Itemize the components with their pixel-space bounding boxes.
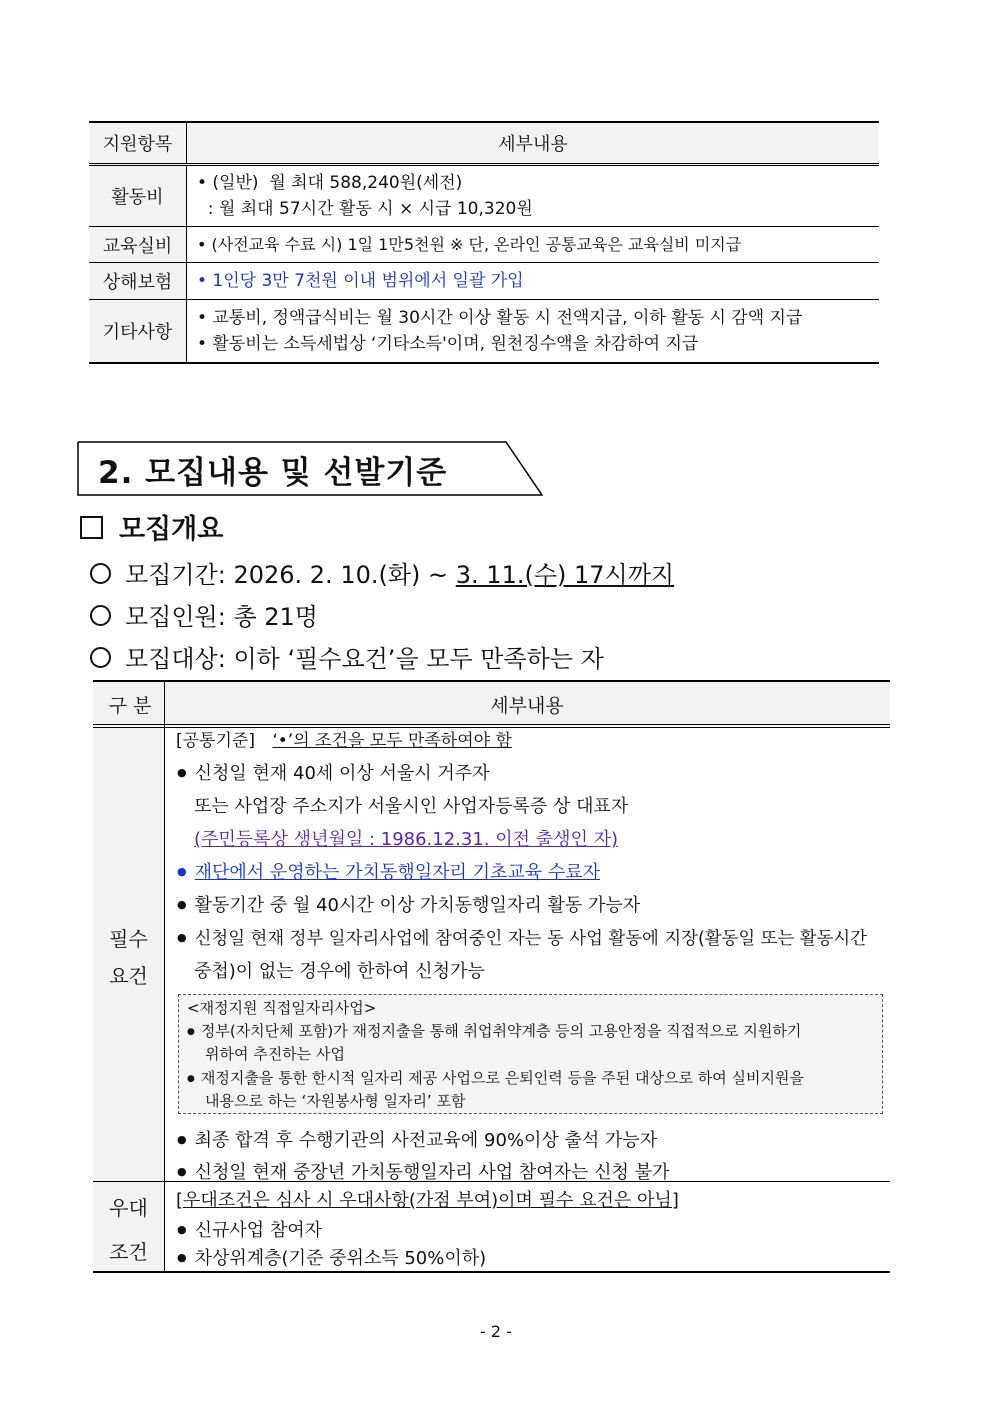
box-item-1-cont: 위하여 추진하는 사업 [205, 1045, 345, 1063]
req-item-4: ● 신청일 현재 정부 일자리사업에 참여중인 자는 동 사업 활동에 지장(활동일 또는 활동시간 [177, 924, 867, 949]
support-row-insurance [89, 263, 879, 300]
preferred-item-1: ● 신규사업 참여자 [177, 1216, 322, 1242]
req-item-2 [177, 858, 600, 884]
box-title: <재정지원 직접일자리사업> [187, 999, 377, 1017]
row-label: 활동비 [89, 165, 187, 227]
common-text: ‘•’의 조건을 모두 만족하여야 함 [272, 731, 512, 751]
req-item-2-text: 재단에서 운영하는 가치동행일자리 기초교육 수료자 [194, 862, 601, 883]
box-item-2-cont: 내용으로 하는 ‘자원봉사형 일자리’ 포함 [205, 1092, 466, 1110]
req-item-4-cont: 중첩)이 없는 경우에 한하여 신청가능 [194, 961, 485, 982]
support-row-other [89, 300, 879, 363]
overview-heading [80, 507, 223, 546]
preferred-label-1: 우대 [109, 1196, 148, 1220]
overview-heading-text: 모집개요 [119, 514, 224, 545]
direct-jobs-box [178, 994, 883, 1114]
row-label: 기타사항 [89, 300, 187, 363]
support-table-header [89, 122, 879, 165]
row-line: • 1인당 3만 7천원 이내 범위에서 일괄 가입 [187, 263, 880, 300]
req-item-3: ● 활동기간 중 월 40시간 이상 가치동행일자리 활동 가능자 [177, 891, 640, 917]
preferred-item-2: ● 차상위계층(기준 중위소득 50%이하) [177, 1244, 486, 1270]
header-item: 지원항목 [89, 122, 187, 165]
section-title: 2. 모집내용 및 선발기준 [98, 455, 448, 491]
overview-period [90, 555, 674, 590]
row-label: 상해보험 [89, 263, 187, 300]
common-prefix: [공통기준] [176, 731, 255, 751]
period-end: 3. 11.(수) 17시까지 [455, 561, 675, 589]
required-label-1: 필수 [109, 927, 148, 951]
circle-bullet-icon [90, 605, 111, 626]
req-item-6: ● 신청일 현재 중장년 가치동행일자리 사업 참여자는 신청 불가 [177, 1158, 669, 1184]
req-item-5: ● 최종 합격 후 수행기관의 사전교육에 90%이상 출석 가능자 [177, 1126, 657, 1152]
row-line: : 월 최대 57시간 활동 시 × 시급 10,320원 [197, 199, 533, 219]
row-label: 교육실비 [89, 227, 187, 263]
req-item-1-cont: 또는 사업장 주소지가 서울시인 사업자등록증 상 대표자 [194, 796, 629, 817]
count-text: 모집인원: 총 21명 [125, 603, 318, 631]
requirements-table [93, 680, 890, 1273]
square-bullet-icon [80, 516, 103, 539]
preferred-note: [우대조건은 심사 시 우대사항(가점 부여)이며 필수 요건은 아님] [176, 1190, 679, 1211]
header-detail: 세부내용 [187, 122, 880, 165]
row-line: • (일반) 월 최대 588,240원(세전) [197, 173, 463, 193]
box-item-1: ● 정부(자치단체 포함)가 재정지출을 통해 취업취약계층 등의 고용안정을 직접적으로 지원하기 [187, 1020, 801, 1041]
support-row-activity [89, 165, 879, 227]
row-line: • (사전교육 수료 시) 1일 1만5천원 ※ 단, 온라인 공통교육은 교육실비 미지급 [187, 227, 880, 263]
row-line: • 활동비는 소득세법상 ‘기타소득'이며, 원천징수액을 차감하여 지급 [197, 333, 699, 354]
circle-bullet-icon [90, 647, 111, 668]
common-criteria [176, 726, 512, 751]
required-label-2: 요건 [109, 964, 148, 988]
overview-target [90, 639, 604, 674]
target-text: 모집대상: 이하 ‘필수요건’을 모두 만족하는 자 [125, 645, 604, 673]
req-header-category: 구 분 [108, 695, 152, 717]
preferred-label-2: 조건 [109, 1240, 148, 1264]
period-label: 모집기간: 2026. 2. 10.(화) ~ [125, 561, 456, 589]
circle-bullet-icon [90, 563, 111, 584]
req-item-1: ● 신청일 현재 40세 이상 서울시 거주자 [177, 759, 490, 785]
support-row-education [89, 227, 879, 263]
page-number: - 2 - [480, 1322, 512, 1341]
support-table [89, 121, 879, 364]
box-item-2: ● 재정지출을 통한 한시적 일자리 제공 사업으로 은퇴인력 등을 주된 대상으로 하여 실비지원을 [187, 1067, 804, 1088]
overview-count [90, 597, 318, 632]
row-line: • 교통비, 정액급식비는 월 30시간 이상 활동 시 전액지급, 이하 활동 시 감액 지급 [197, 307, 803, 328]
req-header-detail: 세부내용 [490, 695, 564, 717]
req-item-1-note: (주민등록상 생년월일 : 1986.12.31. 이전 출생인 자) [194, 829, 619, 850]
